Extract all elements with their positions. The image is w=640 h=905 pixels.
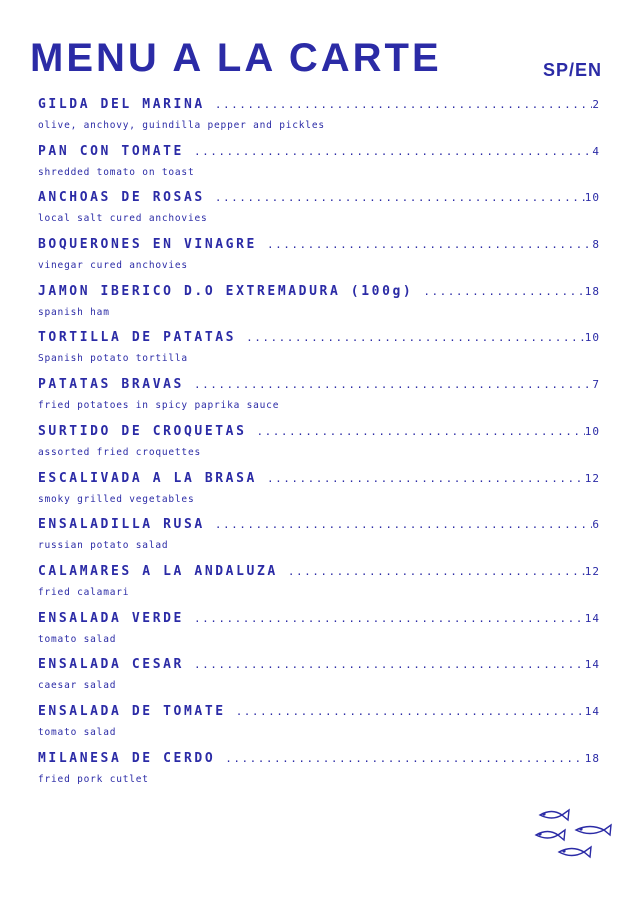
dish-description: smoky grilled vegetables — [38, 493, 195, 505]
fish-icon — [576, 825, 611, 835]
dish-price: 6 — [592, 518, 600, 532]
dish-price: 14 — [584, 704, 600, 718]
dish-price: 10 — [584, 424, 600, 438]
dish-name: ANCHOAS DE ROSAS — [38, 190, 205, 206]
dish-name: PATATAS BRAVAS — [38, 377, 184, 393]
dot-leader — [236, 705, 585, 718]
menu-item — [38, 699, 600, 746]
dot-leader — [194, 612, 585, 625]
dish-price: 18 — [584, 284, 600, 298]
menu-item-row — [38, 512, 600, 532]
dish-price: 2 — [592, 98, 600, 111]
dot-leader — [215, 518, 593, 531]
dish-description: russian potato salad — [38, 540, 169, 552]
dish-price: 4 — [592, 144, 600, 158]
dish-price: 8 — [592, 238, 600, 252]
dot-leader — [215, 191, 585, 204]
dish-name: ENSALADA VERDE — [38, 610, 184, 626]
menu-title: MENU A LA CARTE — [30, 36, 442, 80]
dish-description: shredded tomato on toast — [38, 166, 195, 178]
menu-item — [38, 419, 600, 466]
menu-item — [38, 652, 600, 699]
dish-name: ESCALIVADA A LA BRASA — [38, 470, 257, 486]
dot-leader — [225, 752, 584, 765]
menu-item-row — [38, 279, 600, 299]
fish-icon — [559, 847, 591, 857]
dish-name: ENSALADA DE TOMATE — [38, 703, 226, 719]
dish-description: olive, anchovy, guindilla pepper and pickles — [38, 120, 325, 131]
dish-description: fried pork cutlet — [38, 773, 149, 785]
menu-item-row — [38, 466, 600, 486]
menu-item — [38, 512, 600, 559]
menu-item — [38, 185, 600, 232]
dish-price: 12 — [584, 564, 600, 578]
dish-name: JAMON IBERICO D.O EXTREMADURA (100g) — [38, 283, 414, 299]
dish-description: assorted fried croquettes — [38, 446, 201, 458]
dish-description: local salt cured anchovies — [38, 213, 208, 225]
dish-price: 10 — [584, 191, 600, 205]
dish-name: MILANESA DE CERDO — [38, 750, 216, 766]
dish-name: BOQUERONES EN VINAGRE — [38, 237, 257, 253]
dish-price: 12 — [584, 471, 600, 485]
dish-description: vinegar cured anchovies — [38, 260, 188, 272]
dish-name: SURTIDO DE CROQUETAS — [38, 423, 247, 439]
menu-item — [38, 139, 600, 186]
menu-item — [38, 325, 600, 372]
menu-item — [38, 466, 600, 513]
dish-description: Spanish potato tortilla — [38, 353, 188, 365]
dish-name: TORTILLA DE PATATAS — [38, 330, 237, 346]
dot-leader — [423, 285, 584, 298]
dish-price: 14 — [584, 658, 600, 672]
menu-item — [38, 92, 600, 139]
menu-item-row — [38, 652, 600, 672]
menu-item-row — [38, 139, 600, 159]
menu-item-row — [38, 746, 600, 766]
dot-leader — [246, 331, 585, 344]
dot-leader — [194, 378, 592, 391]
menu-item-row — [38, 699, 600, 719]
menu-item-row — [38, 325, 600, 345]
dish-price: 7 — [592, 378, 600, 392]
dish-price: 14 — [584, 611, 600, 625]
dish-price: 10 — [584, 331, 600, 345]
fish-icon — [540, 810, 569, 820]
menu-item-row — [38, 606, 600, 626]
dot-leader — [257, 425, 585, 438]
dish-price: 18 — [584, 751, 600, 765]
dish-description: tomato salad — [38, 726, 117, 738]
menu-item-row — [38, 559, 600, 579]
dish-description: fried calamari — [38, 586, 130, 598]
menu-item-row — [38, 372, 600, 392]
language-indicator: SP/EN — [542, 60, 602, 80]
dot-leader — [267, 472, 585, 485]
dish-description: fried potatoes in spicy paprika sauce — [38, 400, 280, 412]
dot-leader — [194, 145, 592, 158]
dish-name: CALAMARES A LA ANDALUZA — [38, 563, 278, 579]
dot-leader — [267, 238, 592, 251]
dish-description: spanish ham — [38, 306, 110, 318]
dot-leader — [288, 565, 585, 578]
dot-leader — [194, 658, 585, 671]
menu-item-row — [38, 419, 600, 439]
dish-description: tomato salad — [38, 633, 117, 645]
fish-icon — [534, 806, 614, 862]
dish-name: GILDA DEL MARINA — [38, 97, 205, 112]
menu-item-row — [38, 92, 600, 112]
menu-item — [38, 559, 600, 606]
menu-item — [38, 746, 600, 793]
dish-description: caesar salad — [38, 680, 117, 692]
menu-item-row — [38, 185, 600, 205]
menu-item — [38, 279, 600, 326]
dish-name: PAN CON TOMATE — [38, 143, 184, 159]
dish-name: ENSALADA CESAR — [38, 657, 184, 673]
dish-name: ENSALADILLA RUSA — [38, 517, 205, 533]
menu-list — [38, 92, 600, 792]
menu-item — [38, 232, 600, 279]
fish-icon — [536, 830, 565, 840]
menu-item — [38, 372, 600, 419]
menu-item-row — [38, 232, 600, 252]
dot-leader — [215, 98, 593, 111]
menu-item — [38, 606, 600, 653]
